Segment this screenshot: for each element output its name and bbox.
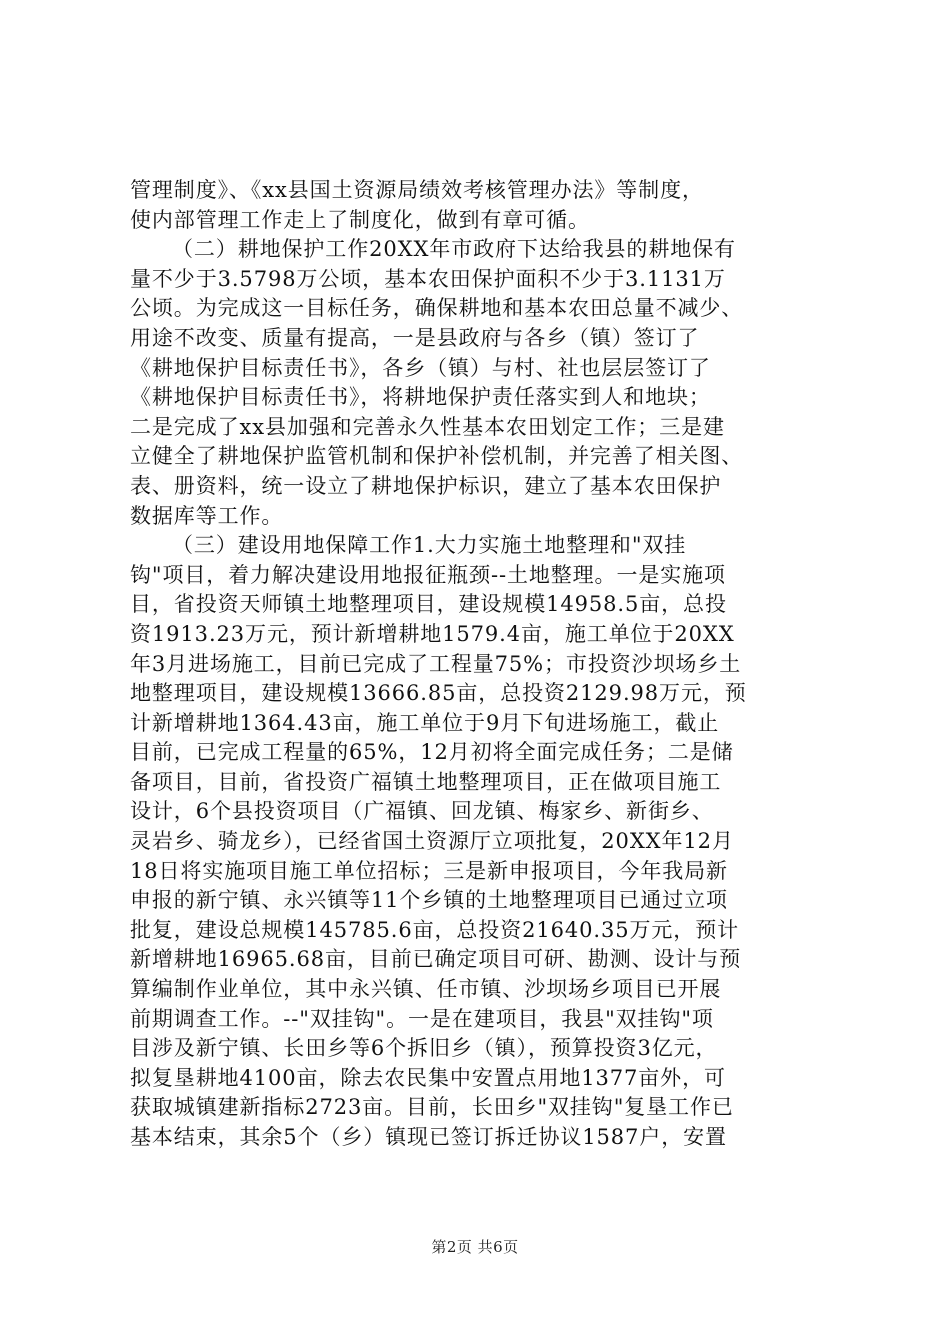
text-line: 基本结束，其余5个（乡）镇现已签订拆迁协议1587户，安置	[130, 1125, 727, 1149]
text-line: 备项目，目前，省投资广福镇土地整理项目，正在做项目施工	[130, 769, 722, 794]
text-line: 申报的新宁镇、永兴镇等11个乡镇的土地整理项目已通过立项	[130, 888, 728, 913]
text-line: 用途不改变、质量有提高，一是县政府与各乡（镇）签订了	[130, 325, 700, 350]
text-line: 量不少于3.5798万公顷，基本农田保护面积不少于3.1131万	[130, 266, 726, 291]
text-line: 数据库等工作。	[130, 503, 284, 528]
text-line: 地整理项目，建设规模13666.85亩，总投资2129.98万元，预	[130, 681, 747, 706]
text-line: 《耕地保护目标责任书》，各乡（镇）与村、社也层层签订了	[130, 355, 711, 380]
text-line: 使内部管理工作走上了制度化，做到有章可循。	[130, 207, 590, 232]
text-line: 18日将实施项目施工单位招标；三是新申报项目，今年我局新	[130, 858, 728, 883]
text-line: 前期调查工作。--"双挂钩"。一是在建项目，我县"双挂钩"项	[130, 1006, 714, 1031]
document-body	[130, 176, 830, 1153]
text-line: 灵岩乡、骑龙乡），已经省国土资源厅立项批复，20XX年12月	[130, 829, 734, 854]
text-line: 目前，已完成工程量的65%，12月初将全面完成任务；二是储	[130, 740, 734, 765]
text-line: 公顷。为完成这一目标任务，确保耕地和基本农田总量不减少、	[130, 296, 744, 321]
text-line: 新增耕地16965.68亩，目前已确定项目可研、勘测、设计与预	[130, 947, 742, 972]
page-number-footer: 第2页 共6页	[431, 1238, 519, 1256]
text-line: 管理制度》、《xx县国土资源局绩效考核管理办法》等制度，	[130, 178, 704, 202]
paragraph-start-line: （二）耕地保护工作20XX年市政府下达给我县的耕地保有	[172, 237, 736, 262]
text-line: 目，省投资天师镇土地整理项目，建设规模14958.5亩，总投	[130, 592, 727, 617]
text-line: 获取城镇建新指标2723亩。目前，长田乡"双挂钩"复垦工作已	[130, 1095, 734, 1120]
text-line: 批复，建设总规模145785.6亩，总投资21640.35万元，预计	[130, 917, 740, 942]
text-line: 二是完成了xx县加强和完善永久性基本农田划定工作；三是建	[130, 414, 725, 439]
text-line: 钩"项目，着力解决建设用地报征瓶颈--土地整理。一是实施项	[130, 562, 726, 587]
paragraph-start-line: （三）建设用地保障工作1.大力实施土地整理和"双挂	[172, 533, 687, 558]
text-line: 资1913.23万元，预计新增耕地1579.4亩，施工单位于20XX	[130, 621, 735, 646]
text-line: 表、册资料，统一设立了耕地保护标识，建立了基本农田保护	[130, 473, 722, 498]
text-line: 《耕地保护目标责任书》，将耕地保护责任落实到人和地块；	[130, 385, 711, 410]
text-line: 算编制作业单位，其中永兴镇、任市镇、沙坝场乡项目已开展	[130, 977, 722, 1002]
text-line: 年3月进场施工，目前已完成了工程量75%；市投资沙坝场乡土	[130, 651, 742, 676]
text-line: 立健全了耕地保护监管机制和保护补偿机制，并完善了相关图、	[130, 444, 744, 469]
text-line: 目涉及新宁镇、长田乡等6个拆旧乡（镇），预算投资3亿元，	[130, 1036, 718, 1061]
text-line: 计新增耕地1364.43亩，施工单位于9月下旬进场施工，截止	[130, 710, 720, 735]
text-line: 拟复垦耕地4100亩，除去农民集中安置点用地1377亩外，可	[130, 1065, 726, 1090]
text-line: 设计，6个县投资项目（广福镇、回龙镇、梅家乡、新街乡、	[130, 799, 714, 824]
